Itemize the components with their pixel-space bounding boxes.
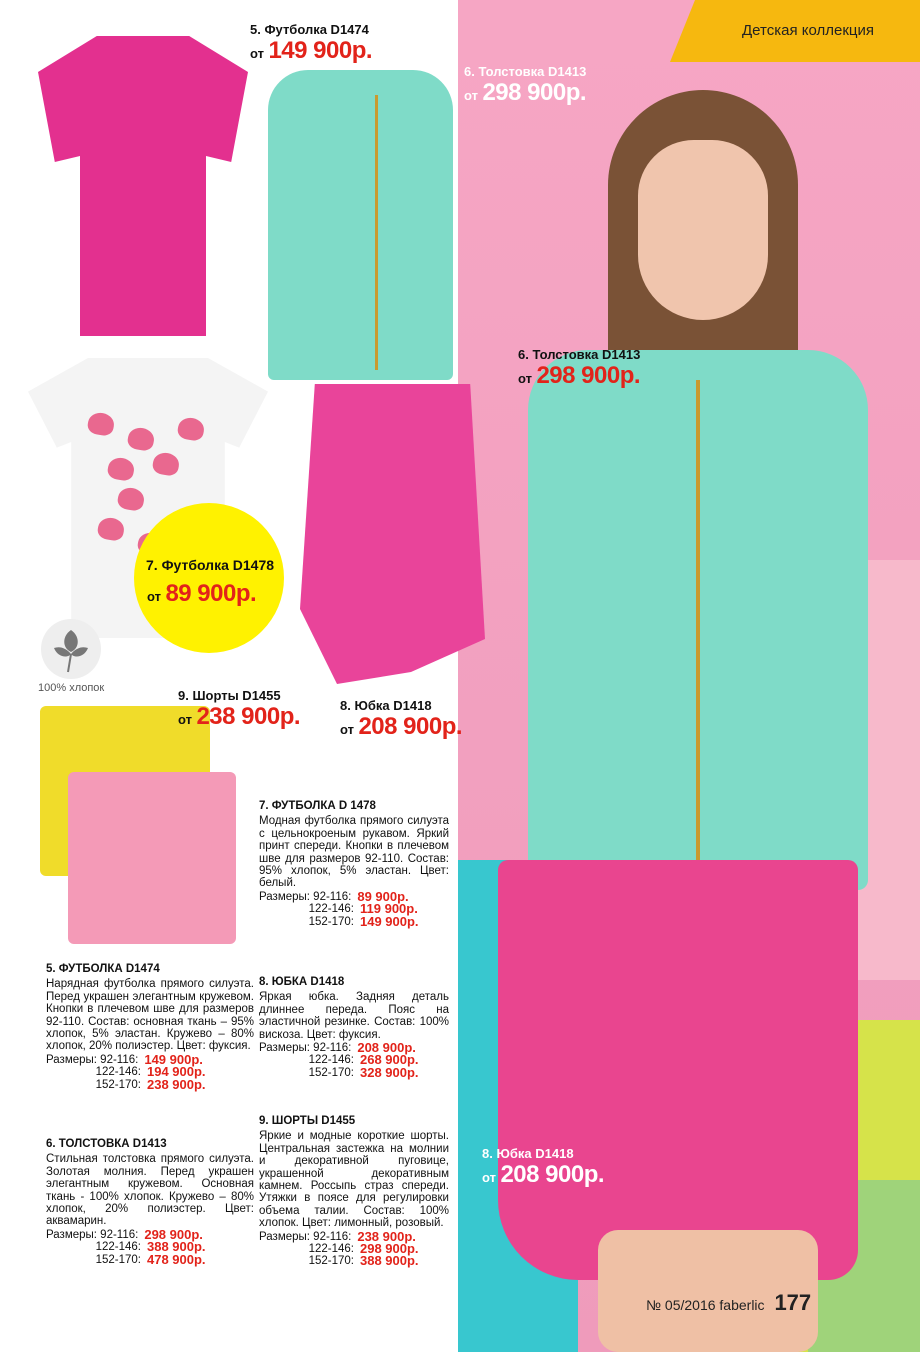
size-range: 152-170: xyxy=(308,915,354,928)
product-name: 8. Юбка D1418 xyxy=(482,1146,574,1161)
hoodie-d1413-image xyxy=(268,70,453,380)
price-label-p6b xyxy=(518,347,640,390)
size-range: 122-146: xyxy=(308,1243,354,1256)
size-price: 194 900р. xyxy=(147,1064,206,1080)
description-title: 6. ТОЛСТОВКА D1413 xyxy=(46,1138,167,1150)
size-price: 149 900р. xyxy=(360,913,419,929)
price-value: 208 900р. xyxy=(500,1161,605,1188)
size-price-list xyxy=(259,888,449,929)
size-price: 388 900р. xyxy=(360,1253,419,1269)
product-name: 5. Футболка D1474 xyxy=(250,22,369,37)
description-d1478 xyxy=(259,800,449,928)
description-d1413 xyxy=(46,1138,254,1266)
heart-print xyxy=(116,486,145,512)
size-price-list xyxy=(46,1051,254,1092)
shorts-pink-image xyxy=(68,772,236,944)
description-title: 7. ФУТБОЛКА D 1478 xyxy=(259,800,376,812)
size-row xyxy=(259,1243,449,1255)
price-prefix: от xyxy=(178,712,192,727)
page-footer xyxy=(646,1290,811,1316)
size-price: 238 900р. xyxy=(147,1076,206,1092)
price-label-p9 xyxy=(178,688,300,731)
size-row xyxy=(259,1042,449,1054)
size-range: 122-146: xyxy=(308,903,354,916)
hoodie-zipper xyxy=(696,380,700,880)
size-price-list xyxy=(259,1042,449,1079)
size-range: 152-170: xyxy=(95,1253,141,1266)
price-label-p5 xyxy=(250,22,372,65)
size-row xyxy=(46,1251,254,1267)
description-title: 8. ЮБКА D1418 xyxy=(259,976,345,988)
product-name: 8. Юбка D1418 xyxy=(340,698,432,713)
price-label-p6a xyxy=(464,64,586,107)
size-row xyxy=(259,1064,449,1080)
promo-circle xyxy=(134,503,284,653)
price-label-p8a xyxy=(340,698,462,741)
brand-name: faberlic xyxy=(719,1297,765,1313)
size-range: 122-146: xyxy=(95,1241,141,1254)
size-price-list xyxy=(46,1226,254,1267)
model-face xyxy=(638,140,768,320)
product-name: 7. Футболка D1478 xyxy=(146,557,275,573)
heart-print xyxy=(176,416,205,442)
description-text: Яркая юбка. Задняя деталь длиннее переда. Пояс на эластичной резинке. Состав: 100% вискоза. Цвет: фуксия. xyxy=(259,991,449,1041)
size-price: 89 900р. xyxy=(357,888,409,904)
price-value: 149 900р. xyxy=(268,37,373,64)
price-prefix: от xyxy=(250,46,264,61)
size-row xyxy=(259,888,449,904)
price-value: 89 900р. xyxy=(165,580,257,607)
size-row xyxy=(46,1076,254,1092)
price-value: 238 900р. xyxy=(196,703,301,730)
tshirt-d1474-image xyxy=(38,36,248,336)
size-price: 298 900р. xyxy=(360,1241,419,1257)
size-range: Размеры: 92-116: xyxy=(46,1228,139,1241)
size-price: 119 900р. xyxy=(360,901,418,917)
issue-number: № 05/2016 xyxy=(646,1297,716,1313)
size-row xyxy=(259,913,449,929)
cotton-flower-icon xyxy=(40,618,102,680)
size-range: Размеры: 92-116: xyxy=(259,1042,352,1055)
heart-print xyxy=(126,426,155,452)
description-text: Яркие и модные короткие шорты. Центральная застежка на молнии и декоративной пуговице, украшенной декоративным камнем. Россыпь страз спереди. Утяжки в поясе для регулировки объема талии. Состав: 100% хлопок. Цвет: лимонный, розовый. xyxy=(259,1130,449,1230)
model-skirt xyxy=(498,860,858,1280)
heart-print xyxy=(86,411,115,437)
size-range: 152-170: xyxy=(308,1066,354,1079)
size-price: 268 900р. xyxy=(360,1052,419,1068)
size-price: 298 900р. xyxy=(144,1226,203,1242)
description-text: Нарядная футболка прямого силуэта. Перед украшен элегантным кружевом. Кнопки в плечевом шве для размеров 92-110. Состав: основная ткань – 95% хлопок, 5% эластан. Кружево – 80% хлопок, 20% полиэстер. Цвет: фуксия. xyxy=(46,978,254,1053)
size-row xyxy=(259,1228,449,1244)
size-range: Размеры: 92-116: xyxy=(259,1230,352,1243)
size-price: 478 900р. xyxy=(147,1251,206,1267)
description-title: 5. ФУТБОЛКА D1474 xyxy=(46,963,160,975)
size-price: 149 900р. xyxy=(144,1051,203,1067)
size-range: 122-146: xyxy=(308,1054,354,1067)
size-price: 238 900р. xyxy=(357,1228,416,1244)
description-text: Модная футболка прямого силуэта с цельнокроеным рукавом. Яркий принт спереди. Кнопки в плечевом шве для размеров 92-110. Состав: 95% хлопок, 5% эластан. Цвет: белый. xyxy=(259,815,449,890)
description-d1474 xyxy=(46,963,254,1091)
size-price: 208 900р. xyxy=(357,1040,416,1056)
price-prefix: от xyxy=(482,1170,496,1185)
size-row xyxy=(259,1054,449,1066)
price-value: 298 900р. xyxy=(482,79,587,106)
size-price: 388 900р. xyxy=(147,1239,206,1255)
cotton-label: 100% хлопок xyxy=(38,682,105,694)
price-prefix: от xyxy=(340,722,354,737)
size-row xyxy=(259,903,449,915)
product-name: 6. Толстовка D1413 xyxy=(464,64,587,79)
price-value: 208 900р. xyxy=(358,713,463,740)
product-name: 6. Толстовка D1413 xyxy=(518,347,641,362)
size-price-list xyxy=(259,1228,449,1269)
section-title: Детская коллекция xyxy=(742,22,874,39)
hoodie-zipper xyxy=(375,95,378,370)
price-value: 298 900р. xyxy=(536,362,641,389)
heart-print xyxy=(151,451,180,477)
price-prefix: от xyxy=(518,371,532,386)
description-title: 9. ШОРТЫ D1455 xyxy=(259,1115,356,1127)
heart-print xyxy=(96,516,125,542)
size-range: Размеры: 92-116: xyxy=(46,1053,139,1066)
size-range: 152-170: xyxy=(95,1078,141,1091)
product-name: 9. Шорты D1455 xyxy=(178,688,281,703)
size-range: 152-170: xyxy=(308,1255,354,1268)
description-d1455 xyxy=(259,1115,449,1268)
price-prefix: от xyxy=(464,88,478,103)
price-prefix: от xyxy=(147,589,161,604)
skirt-d1418-image xyxy=(300,384,485,684)
page-number: 177 xyxy=(774,1290,812,1315)
price-label xyxy=(147,580,256,608)
size-row xyxy=(259,1255,449,1267)
size-range: 122-146: xyxy=(95,1066,141,1079)
size-range: Размеры: 92-116: xyxy=(259,890,352,903)
description-d1418 xyxy=(259,976,449,1079)
heart-print xyxy=(106,456,135,482)
price-label-p8b xyxy=(482,1146,604,1189)
size-price: 328 900р. xyxy=(360,1064,419,1080)
description-text: Стильная толстовка прямого силуэта. Золотая молния. Перед украшен элегантным кружевом. Основная ткань - 100% хлопок. Кружево – 80% хлопок, 20% полиэстер. Цвет: аквамарин. xyxy=(46,1153,254,1228)
